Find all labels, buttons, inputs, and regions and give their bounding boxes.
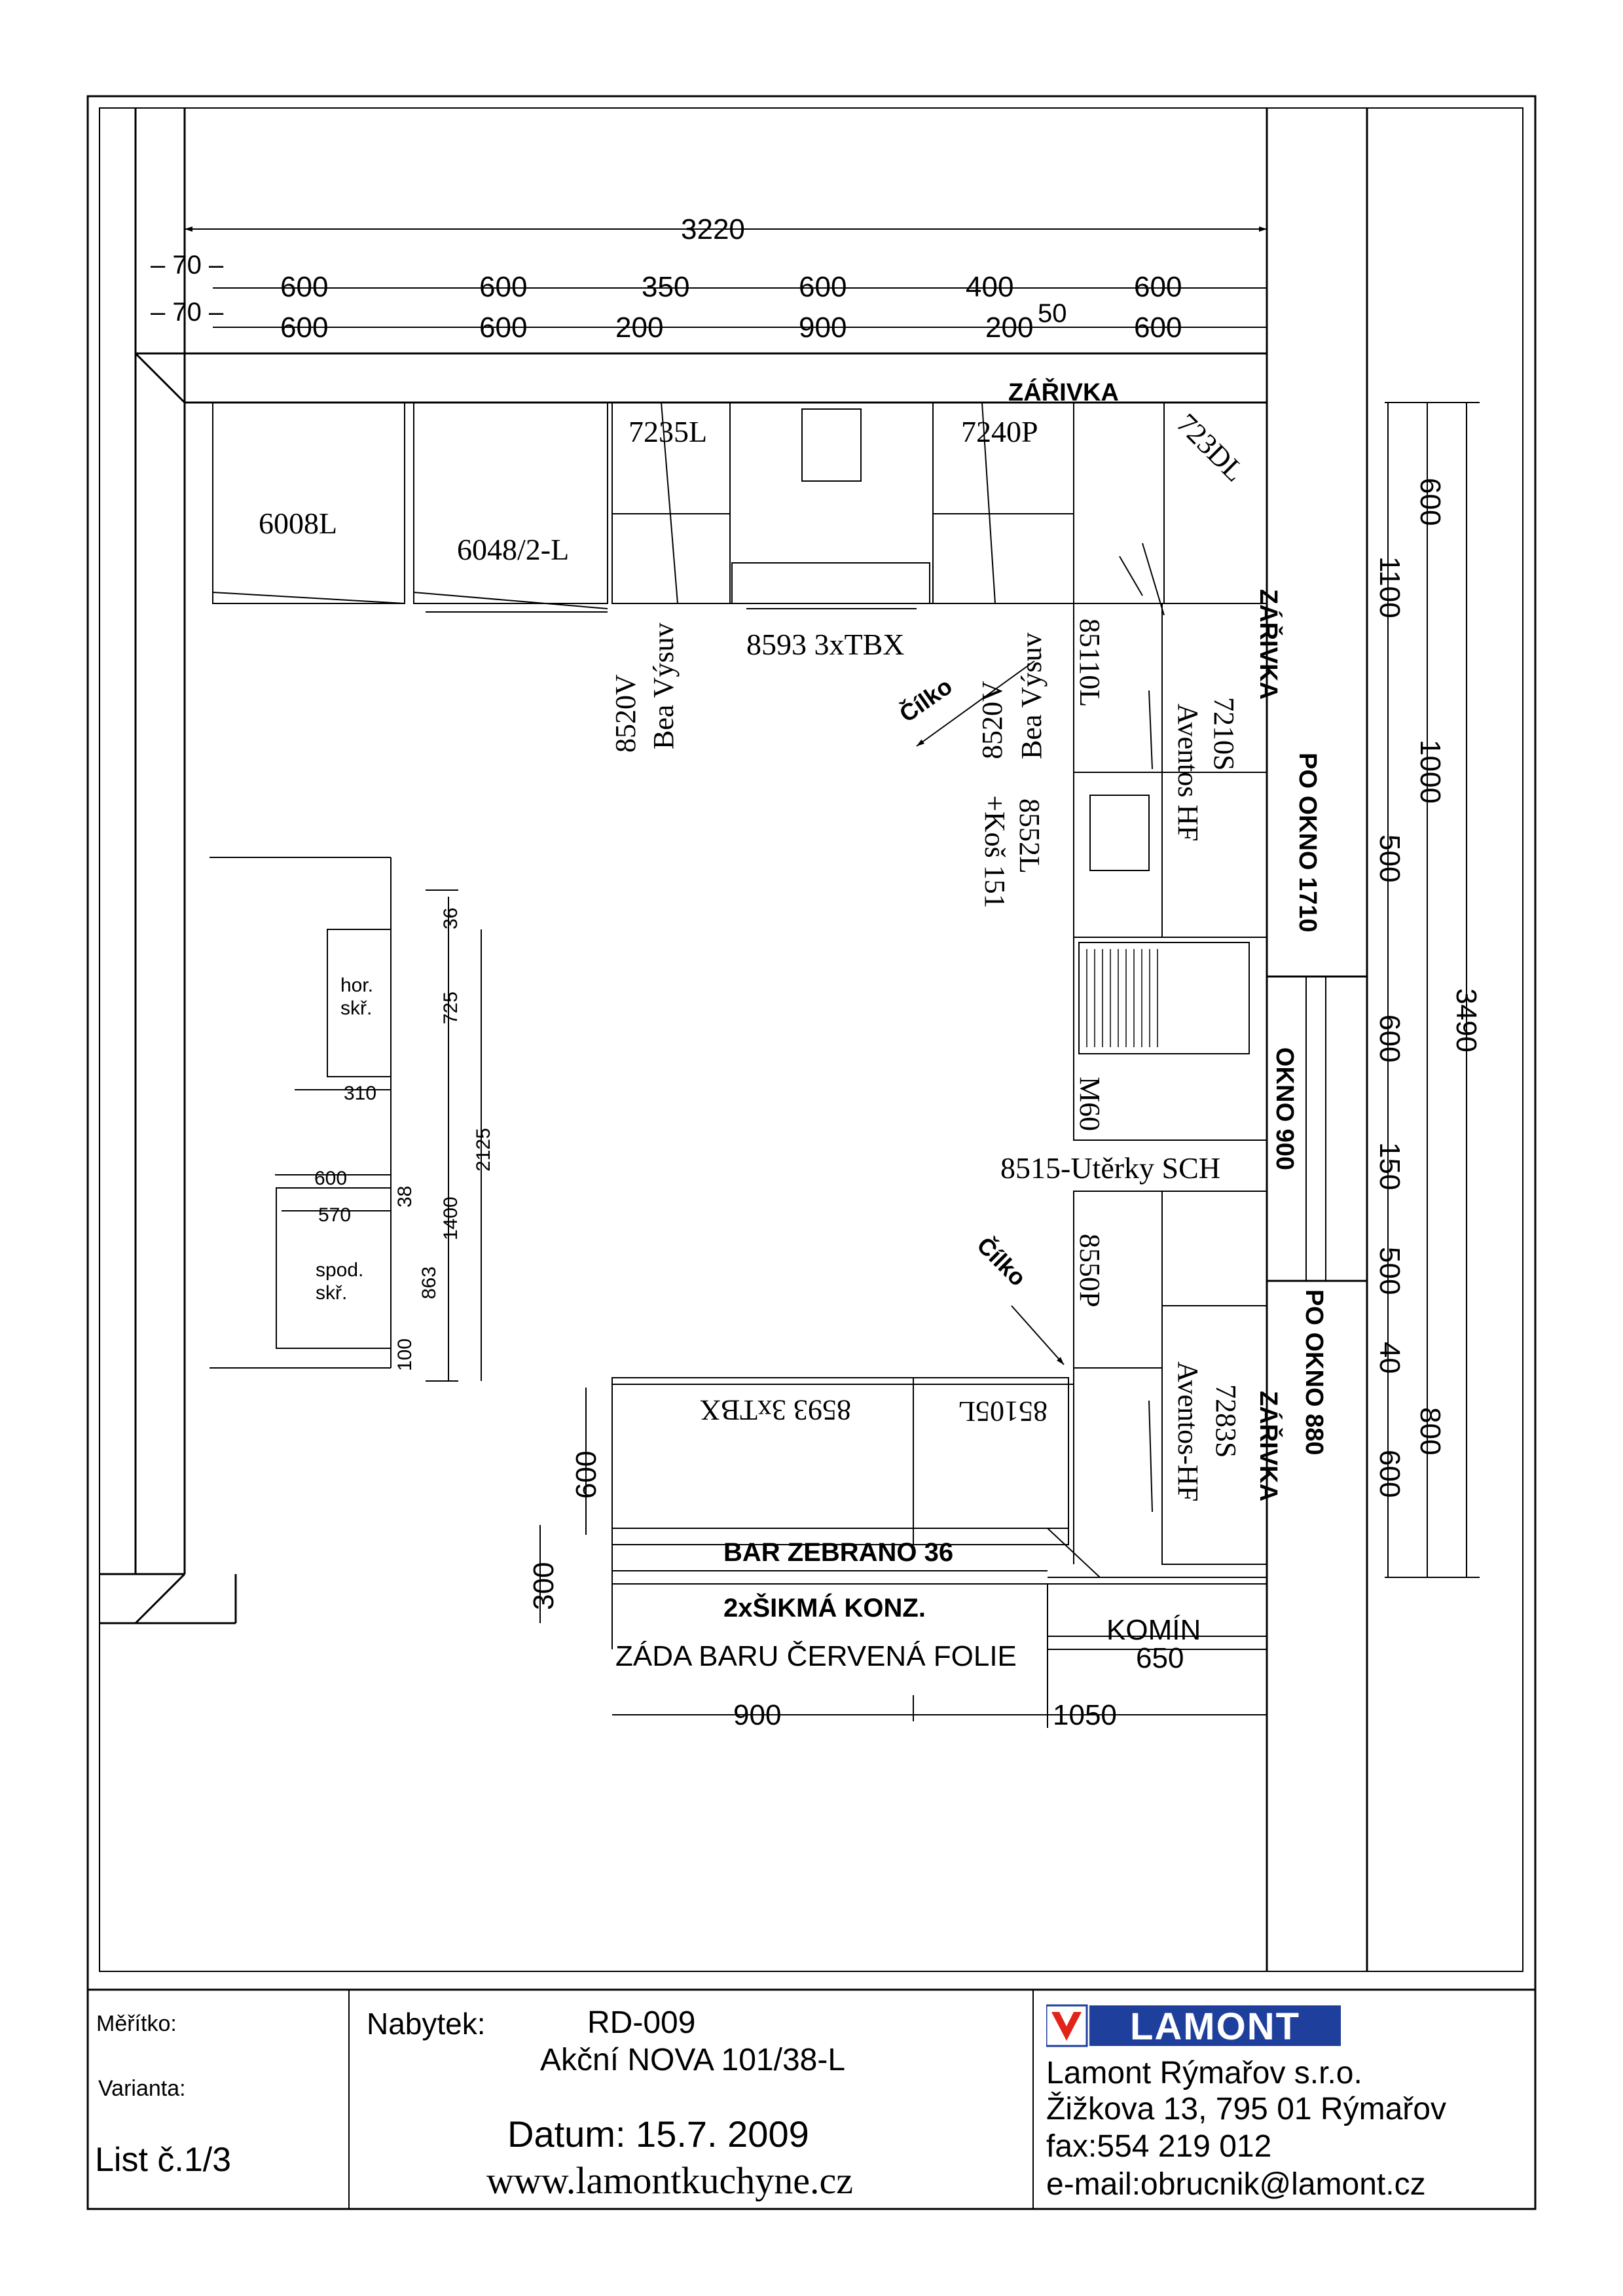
dim-top-5: 400 <box>966 271 1014 303</box>
dim-chimney: 650 <box>1136 1642 1184 1674</box>
dim-right-2: 1100 <box>1374 556 1406 619</box>
label-zada: ZÁDA BARU ČERVENÁ FOLIE <box>615 1640 1017 1672</box>
dimension-lines <box>185 229 1480 1728</box>
project-code: RD-009 <box>587 2005 696 2040</box>
date: Datum: 15.7. 2009 <box>507 2113 809 2155</box>
detail-v100: 100 <box>394 1338 416 1371</box>
label-bea-b: Bea Výsuv <box>1015 632 1048 759</box>
dim-right-outer: 3490 <box>1450 988 1482 1052</box>
label-zarivka-lower: ZÁŘIVKA <box>1254 1391 1282 1501</box>
label-aventos: Aventos HF <box>1172 704 1204 842</box>
dim-bottom-1: 900 <box>733 1699 782 1731</box>
dim-right-9: 800 <box>1414 1407 1446 1456</box>
project-name: Akční NOVA 101/38-L <box>540 2043 846 2077</box>
detail-v2125: 2125 <box>473 1128 494 1172</box>
label-bar: BAR ZEBRANO 36 <box>723 1538 954 1567</box>
dim-bot-6: 600 <box>1134 312 1182 344</box>
label-6008l: 6008L <box>259 507 338 540</box>
dim-bot-1: 600 <box>280 312 329 344</box>
elevation-detail <box>210 857 391 1368</box>
company-email: e-mail:obrucnik@lamont.cz <box>1046 2167 1426 2202</box>
scale-label: Měřítko: <box>96 2011 177 2036</box>
label-7283: 7283S <box>1210 1384 1242 1458</box>
label-7235: 7235L <box>629 415 708 448</box>
label-8552: 8552L <box>1013 798 1046 874</box>
dim-top-3: 350 <box>642 271 690 303</box>
dim-bar-depth: 600 <box>570 1450 602 1499</box>
detail-310: 310 <box>344 1083 377 1104</box>
label-po-okno-880: PO OKNO 880 <box>1300 1289 1328 1456</box>
dim-right-5: 600 <box>1374 1014 1406 1063</box>
label-85105: 85105L <box>958 1395 1048 1427</box>
label-zarivka-top: ZÁŘIVKA <box>1008 379 1119 406</box>
dim-gap: 50 <box>1038 299 1067 328</box>
page-frame <box>88 96 1535 2209</box>
label-6048: 6048/2-L <box>457 533 570 566</box>
detail-570: 570 <box>318 1204 352 1226</box>
label-cilko-bottom: Čílko <box>972 1231 1032 1291</box>
dim-bot-4: 900 <box>799 312 847 344</box>
sheet-number: List č.1/3 <box>95 2141 232 2179</box>
website: www.lamontkuchyne.cz <box>486 2159 853 2202</box>
detail-v1400: 1400 <box>440 1196 462 1240</box>
label-8515: 8515-Utěrky SCH <box>1000 1151 1221 1185</box>
dim-total: 3220 <box>681 213 745 245</box>
dim-right-4: 500 <box>1374 834 1406 883</box>
label-8593-mirror: 8593 3xTBX <box>700 1394 851 1426</box>
label-8550: 8550P <box>1074 1234 1106 1308</box>
dim-top-2: 600 <box>479 271 528 303</box>
label-zarivka-right: ZÁŘIVKA <box>1254 589 1282 700</box>
dim-right-3: 1000 <box>1414 740 1446 804</box>
lamont-logo <box>1046 2003 1342 2050</box>
detail-hor: hor. <box>340 975 374 996</box>
detail-v36: 36 <box>440 907 462 929</box>
detail-spod: spod. <box>316 1259 364 1281</box>
company-fax: fax:554 219 012 <box>1046 2129 1272 2164</box>
dim-offset-bottom: – 70 – <box>151 298 224 327</box>
elevation-labels <box>314 908 494 1371</box>
dim-right-6: 150 <box>1374 1142 1406 1191</box>
dim-bot-2: 600 <box>479 312 528 344</box>
dim-right-10: 600 <box>1374 1450 1406 1498</box>
detail-v725: 725 <box>440 991 462 1024</box>
detail-600: 600 <box>314 1168 348 1189</box>
dim-right-1: 600 <box>1414 478 1446 526</box>
dim-bar-overhang: 300 <box>528 1562 560 1610</box>
logo-text: LAMONT <box>1129 2005 1301 2048</box>
label-komin: KOMÍN <box>1106 1614 1201 1646</box>
dim-right-8: 40 <box>1374 1342 1406 1374</box>
dim-top-6: 600 <box>1134 271 1182 303</box>
label-7210: 7210S <box>1208 697 1240 771</box>
label-8520-a: 8520V <box>610 674 642 753</box>
label-723dl: 723DL <box>1170 407 1251 488</box>
label-bea-a: Bea Výsuv <box>647 622 680 749</box>
detail-v863: 863 <box>418 1266 440 1299</box>
dim-bot-3: 200 <box>615 312 664 344</box>
label-po-okno-1710: PO OKNO 1710 <box>1294 753 1321 933</box>
company-address: Žižkova 13, 795 01 Rýmařov <box>1046 2092 1446 2126</box>
detail-skr2: skř. <box>316 1282 348 1304</box>
dim-offset-top: – 70 – <box>151 251 224 279</box>
detail-skr: skř. <box>340 997 373 1019</box>
component-labels <box>259 378 1328 1672</box>
label-kos: +Koš 151 <box>979 795 1011 908</box>
variant-label: Varianta: <box>98 2076 186 2101</box>
dim-right-7: 500 <box>1374 1247 1406 1295</box>
label-cilko-top: Čílko <box>894 672 957 728</box>
dimension-texts <box>151 213 1482 1731</box>
dim-bot-5: 200 <box>985 312 1034 344</box>
label-okno-900: OKNO 900 <box>1271 1047 1298 1170</box>
label-85110: 85110L <box>1074 619 1106 708</box>
company-name: Lamont Rýmařov s.r.o. <box>1046 2056 1362 2090</box>
label-7240: 7240P <box>961 415 1038 448</box>
dim-bottom-2: 1050 <box>1053 1699 1117 1731</box>
label-m60: M60 <box>1074 1077 1106 1132</box>
walls <box>100 108 1367 1971</box>
label-aventos-2: Aventos-HF <box>1172 1361 1204 1502</box>
detail-v38: 38 <box>394 1185 416 1208</box>
label-8520-b: 8520V <box>976 681 1008 759</box>
dim-top-1: 600 <box>280 271 329 303</box>
furniture-label: Nabytek: <box>367 2007 486 2041</box>
dim-top-4: 600 <box>799 271 847 303</box>
label-konz: 2xŠIKMÁ KONZ. <box>723 1594 926 1623</box>
label-8593: 8593 3xTBX <box>746 628 905 661</box>
